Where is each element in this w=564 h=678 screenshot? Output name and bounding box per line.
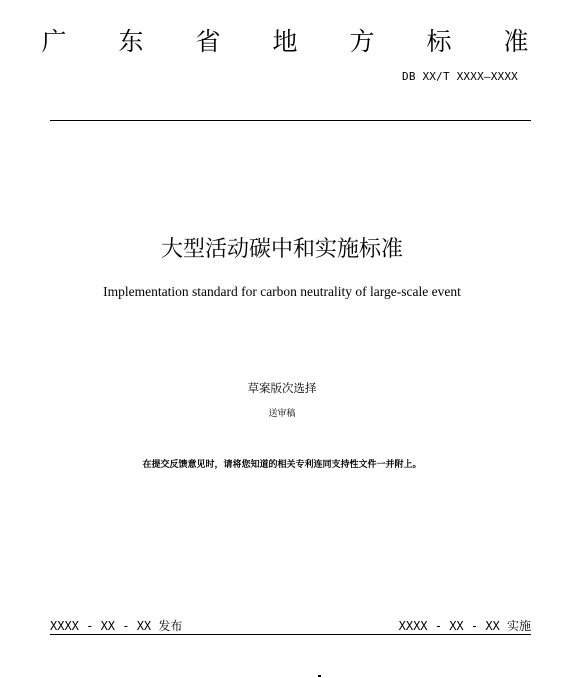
header-char: 准 <box>503 27 529 56</box>
draft-version-label: 草案版次选择 <box>247 381 317 395</box>
implement-date: XXXX - XX - XX 实施 <box>398 619 531 633</box>
header-char: 省 <box>195 27 221 56</box>
header-char: 东 <box>118 27 144 56</box>
document-title-chinese: 大型活动碳中和实施标准 <box>160 237 403 262</box>
patent-notice: 在提交反馈意见时，请将您知道的相关专利连同支持性文件一并附上。 <box>142 460 422 470</box>
document-title-english: Implementation standard for carbon neutrality of large-scale event <box>103 284 461 299</box>
header-char: 方 <box>349 27 375 56</box>
bottom-divider <box>50 634 531 635</box>
standard-type-header <box>40 22 530 58</box>
header-char: 地 <box>272 27 298 56</box>
draft-version-value: 送审稿 <box>268 409 296 419</box>
standard-code: DB XX/T XXXX—XXXX <box>402 70 518 83</box>
publish-date: XXXX - XX - XX 发布 <box>50 619 183 633</box>
page-mark <box>318 675 321 677</box>
top-divider <box>50 120 531 121</box>
header-char: 标 <box>426 27 452 56</box>
header-char: 广 <box>41 27 67 56</box>
